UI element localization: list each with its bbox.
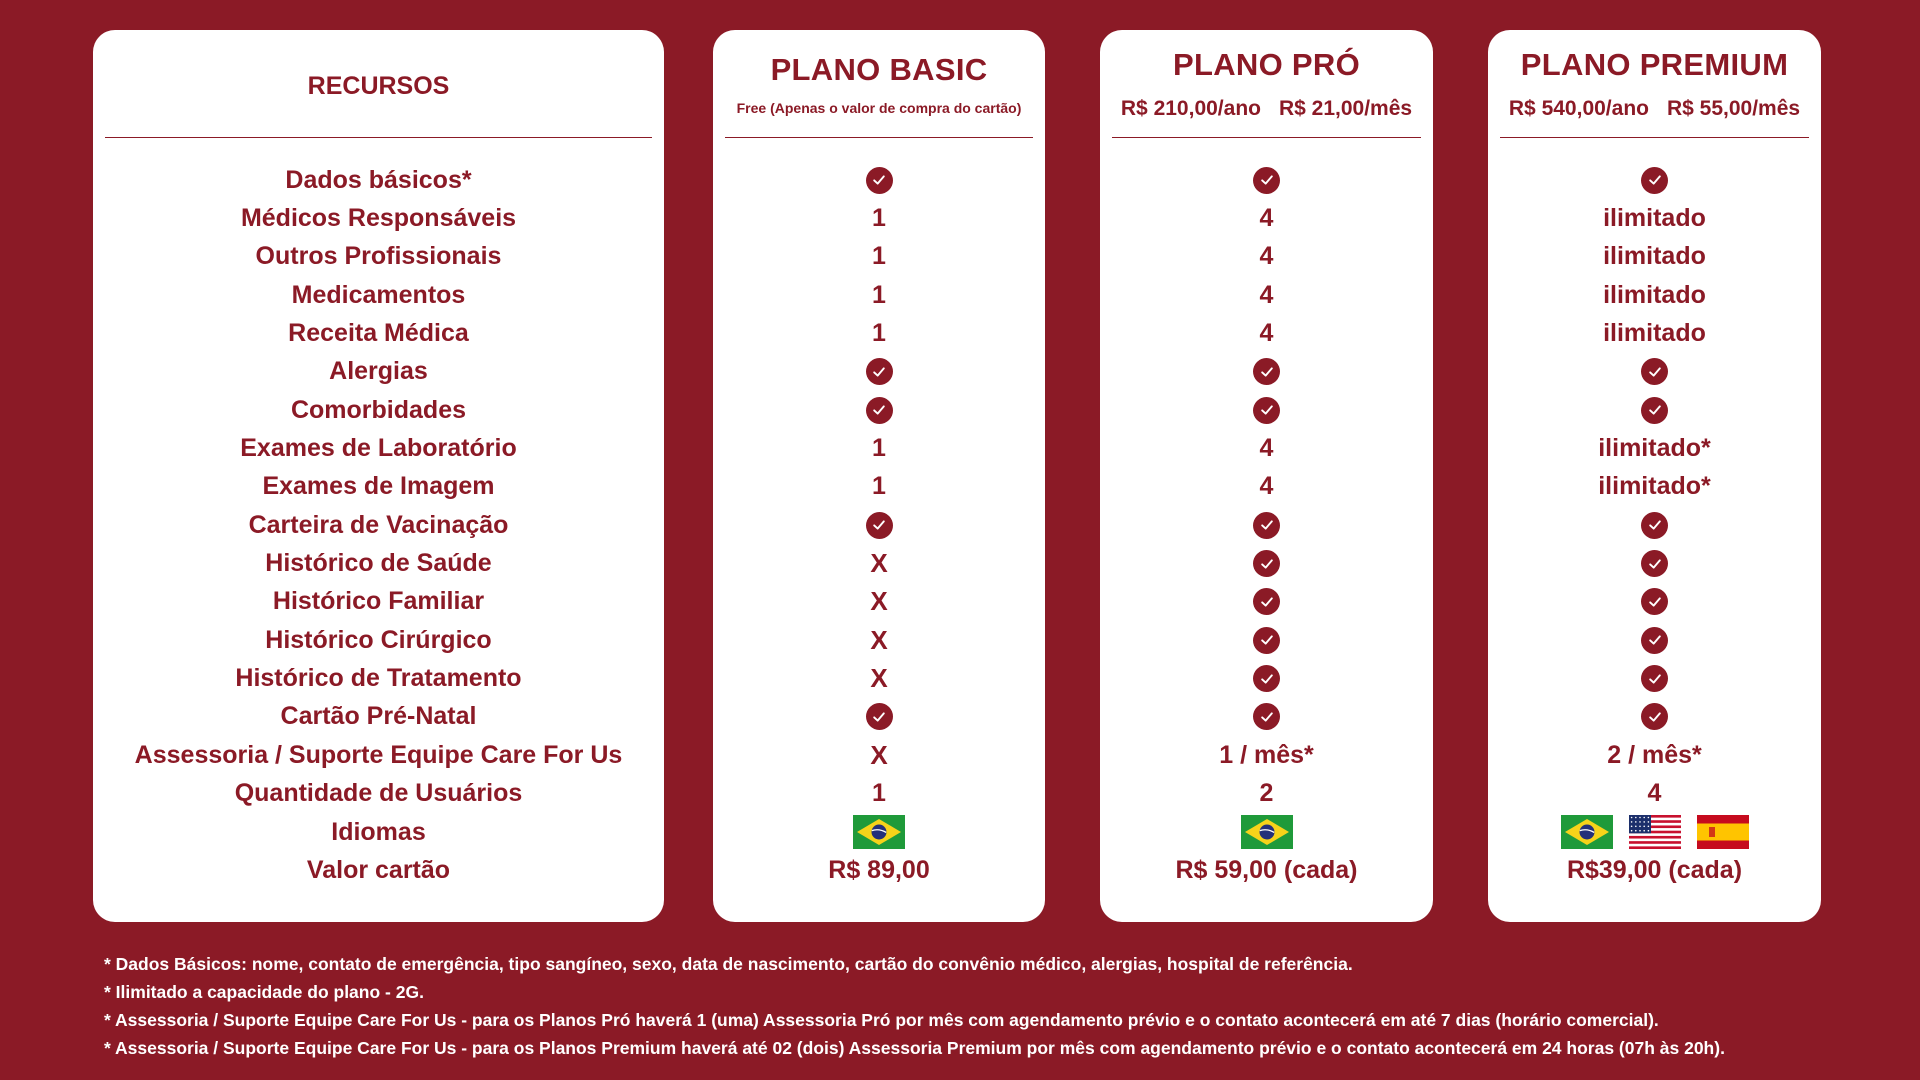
check-icon: [866, 512, 893, 539]
plan-cell-value: ilimitado: [1603, 319, 1706, 348]
plan-cell: [713, 775, 1045, 813]
plan-cell-value: 4: [1259, 319, 1274, 348]
plan-cell: [713, 506, 1045, 544]
brazil-flag-icon: [853, 815, 905, 849]
plan-cell: [1488, 851, 1821, 889]
plan-cell-value: ilimitado: [1603, 242, 1706, 271]
check-icon: [1641, 167, 1668, 194]
plan-cell-value: 1: [872, 204, 886, 233]
check-icon: [866, 397, 893, 424]
plan-cell: [1100, 736, 1433, 774]
plan-cell-value: 2 / mês*: [1607, 740, 1702, 769]
check-icon: [1641, 627, 1668, 654]
plan-cell: [1488, 161, 1821, 199]
plan-cell: [713, 314, 1045, 352]
plan-cell: [713, 583, 1045, 621]
plan-premium-header: [1500, 30, 1809, 138]
plan-cell-value: 1: [872, 242, 886, 271]
resource-row-label: Medicamentos: [291, 280, 466, 309]
resource-row-label: Idiomas: [331, 817, 426, 846]
plan-cell: [1100, 353, 1433, 391]
plan-cell: [1488, 698, 1821, 736]
plan-cell: [1100, 468, 1433, 506]
plan-cell-value: R$ 89,00: [828, 855, 930, 884]
resource-row-label: Histórico Cirúrgico: [265, 625, 492, 654]
check-icon: [1253, 665, 1280, 692]
check-icon: [1253, 703, 1280, 730]
language-flags: [1561, 815, 1749, 849]
footnotes: [104, 950, 1884, 1062]
resource-row-label: Carteira de Vacinação: [248, 510, 509, 539]
check-icon: [1253, 397, 1280, 424]
plan-cell-value: 2: [1259, 779, 1274, 808]
footnote: * Ilimitado a capacidade do plano - 2G.: [104, 982, 424, 1002]
plan-cell-value: 4: [1259, 434, 1274, 463]
plan-premium-price-month: R$ 55,00/mês: [1666, 96, 1801, 120]
resources-title: RECURSOS: [307, 72, 450, 100]
plan-cell: [1488, 276, 1821, 314]
plan-cell: [713, 391, 1045, 429]
plan-cell: [1100, 775, 1433, 813]
check-icon: [1253, 550, 1280, 577]
not-included-mark: X: [870, 739, 888, 770]
resource-row-label: Histórico de Tratamento: [235, 664, 522, 693]
plan-cell: [1100, 161, 1433, 199]
plan-cell: [1488, 583, 1821, 621]
plan-cell: [1488, 813, 1821, 851]
plan-cell-value: ilimitado: [1603, 204, 1706, 233]
resource-row-label: Dados básicos*: [285, 165, 472, 194]
plan-cell: [713, 698, 1045, 736]
resource-row-label: Receita Médica: [288, 319, 469, 348]
resource-row-label: Alergias: [329, 357, 428, 386]
plan-basic-title: PLANO BASIC: [770, 51, 988, 87]
check-icon: [1641, 512, 1668, 539]
plan-cell: [713, 276, 1045, 314]
plan-cell: [713, 621, 1045, 659]
plan-basic-free-note: Free (Apenas o valor de compra do cartão): [736, 99, 1022, 116]
plan-cell-value: R$39,00 (cada): [1566, 855, 1743, 884]
brazil-flag-icon: [1561, 815, 1613, 849]
plan-basic-values: [713, 161, 1045, 890]
resource-row-label: Histórico de Saúde: [265, 549, 492, 578]
check-icon: [1253, 588, 1280, 615]
spain-flag-icon: [1697, 815, 1749, 849]
plan-pro-card: [1100, 30, 1433, 922]
plan-cell: [1100, 506, 1433, 544]
plan-cell: [1100, 391, 1433, 429]
plan-cell: [713, 813, 1045, 851]
plan-premium-prices: [1509, 97, 1800, 121]
resource-row-label: Exames de Laboratório: [240, 434, 517, 463]
check-icon: [1253, 627, 1280, 654]
check-icon: [866, 167, 893, 194]
footnote: * Dados Básicos: nome, contato de emergência, tipo sangíneo, sexo, data de nascimento, cartão do convênio médico, alergias, hospital de referência.: [104, 954, 1353, 974]
plan-cell: [1100, 429, 1433, 467]
plan-cell-value: R$ 59,00 (cada): [1175, 855, 1358, 884]
check-icon: [866, 358, 893, 385]
plan-premium-price-year: R$ 540,00/ano: [1508, 96, 1649, 120]
resource-row-label: Cartão Pré-Natal: [280, 702, 477, 731]
resources-card: [93, 30, 664, 922]
check-icon: [1641, 358, 1668, 385]
check-icon: [1641, 703, 1668, 730]
plan-cell-value: ilimitado*: [1598, 434, 1711, 463]
plan-cell: [1100, 698, 1433, 736]
plan-basic-card: [713, 30, 1045, 922]
plan-cell: [1100, 544, 1433, 582]
resource-row-label: Comorbidades: [290, 395, 467, 424]
usa-flag-icon: [1629, 815, 1681, 849]
plan-pro-values: [1100, 161, 1433, 890]
plan-cell: [1488, 238, 1821, 276]
plan-cell: [1100, 238, 1433, 276]
resource-row-label: Médicos Responsáveis: [240, 204, 517, 233]
check-icon: [1253, 512, 1280, 539]
check-icon: [1641, 550, 1668, 577]
language-flags: [853, 815, 905, 849]
plan-cell: [1488, 621, 1821, 659]
footnote: * Assessoria / Suporte Equipe Care For Us - para os Planos Pró haverá 1 (uma) Assessoria Pró por mês com agendamento prévio e o contato acontecerá em até 7 dias (horário comercial).: [104, 1010, 1659, 1030]
brazil-flag-icon: [1241, 815, 1293, 849]
plan-cell: [713, 544, 1045, 582]
resources-header: [105, 30, 652, 138]
plan-cell-value: 1: [872, 280, 886, 309]
plan-pro-header: [1112, 30, 1421, 138]
plan-cell-value: ilimitado*: [1598, 472, 1711, 501]
check-icon: [866, 703, 893, 730]
plan-cell: [713, 736, 1045, 774]
not-included-mark: X: [870, 663, 888, 694]
plan-pro-title: PLANO PRÓ: [1173, 46, 1360, 82]
plan-cell-value: 4: [1647, 779, 1662, 808]
plan-cell-value: 4: [1259, 242, 1274, 271]
plan-cell: [1100, 659, 1433, 697]
plan-cell: [1100, 621, 1433, 659]
plan-cell: [1488, 199, 1821, 237]
resource-row-label: Histórico Familiar: [272, 587, 485, 616]
plan-cell-value: 4: [1259, 280, 1274, 309]
plan-cell: [1488, 391, 1821, 429]
plan-cell: [713, 161, 1045, 199]
check-icon: [1253, 167, 1280, 194]
plan-cell: [713, 659, 1045, 697]
plan-premium-card: [1488, 30, 1821, 922]
plan-cell: [1100, 314, 1433, 352]
plan-premium-title: PLANO PREMIUM: [1520, 46, 1789, 82]
plan-pro-price-year: R$ 210,00/ano: [1120, 96, 1261, 120]
plan-cell: [1488, 736, 1821, 774]
plan-cell: [1488, 506, 1821, 544]
plan-cell: [1488, 468, 1821, 506]
resource-row-label: Outros Profissionais: [255, 242, 502, 271]
language-flags: [1241, 815, 1293, 849]
plan-cell: [1100, 199, 1433, 237]
plan-cell: [1488, 314, 1821, 352]
plan-cell: [1100, 813, 1433, 851]
resources-list: [93, 161, 664, 890]
plan-cell-value: 1: [872, 319, 886, 348]
plan-cell: [713, 851, 1045, 889]
plan-cell: [713, 353, 1045, 391]
plan-basic-header: [725, 30, 1033, 138]
plan-premium-values: [1488, 161, 1821, 890]
plan-cell-value: ilimitado: [1603, 280, 1706, 309]
plan-cell: [713, 199, 1045, 237]
plan-cell: [713, 429, 1045, 467]
plan-cell: [713, 238, 1045, 276]
plan-pro-price-month: R$ 21,00/mês: [1278, 96, 1413, 120]
plan-cell: [1100, 583, 1433, 621]
check-icon: [1641, 588, 1668, 615]
not-included-mark: X: [870, 548, 888, 579]
plan-cell-value: 1 / mês*: [1219, 740, 1314, 769]
plan-cell-value: 1: [872, 472, 886, 501]
footnote: * Assessoria / Suporte Equipe Care For Us - para os Planos Premium haverá até 02 (dois) Assessoria Premium por mês com agendamento prévio e o contato acontecerá em 24 horas (07h às 20h).: [104, 1038, 1725, 1058]
plan-cell-value: 1: [872, 779, 886, 808]
plan-cell: [1488, 429, 1821, 467]
plan-cell: [1488, 353, 1821, 391]
plan-cell: [713, 468, 1045, 506]
plan-cell-value: 4: [1259, 472, 1274, 501]
not-included-mark: X: [870, 586, 888, 617]
plan-cell: [1488, 659, 1821, 697]
resource-row-label: Assessoria / Suporte Equipe Care For Us: [134, 740, 623, 769]
not-included-mark: X: [870, 624, 888, 655]
check-icon: [1641, 665, 1668, 692]
resource-row-label: Quantidade de Usuários: [234, 779, 523, 808]
resource-row-label: Valor cartão: [306, 855, 451, 884]
check-icon: [1641, 397, 1668, 424]
plan-cell: [1488, 775, 1821, 813]
plan-cell: [1100, 851, 1433, 889]
plan-cell: [1100, 276, 1433, 314]
plan-cell-value: 4: [1259, 204, 1274, 233]
check-icon: [1253, 358, 1280, 385]
plan-cell-value: 1: [872, 434, 886, 463]
plan-pro-prices: [1121, 97, 1412, 121]
resource-row-label: Exames de Imagem: [262, 472, 495, 501]
plan-cell: [1488, 544, 1821, 582]
